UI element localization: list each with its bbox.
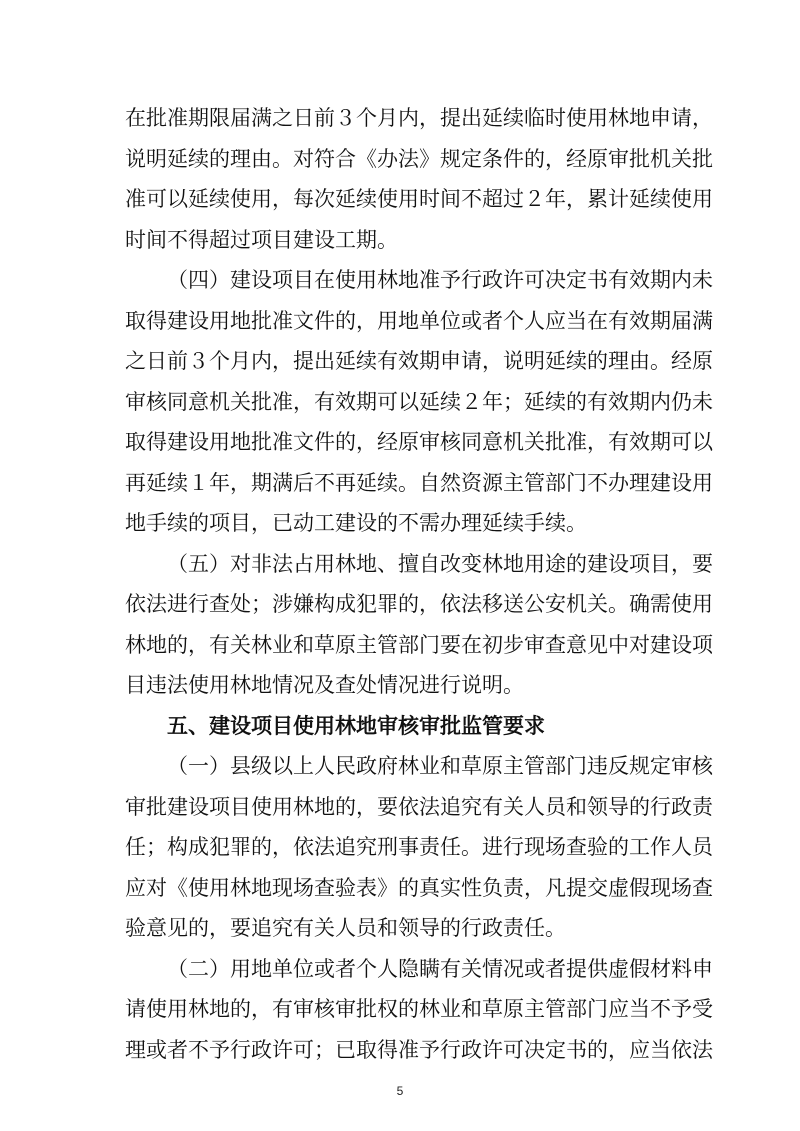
text-line: 说明延续的理由。对符合《办法》规定条件的，经原审批机关批 bbox=[125, 146, 713, 171]
text-line: 准可以延续使用，每次延续使用时间不超过２年，累计延续使用 bbox=[125, 187, 713, 211]
text-line: 依法进行查处；涉嫌构成犯罪的，依法移送公安机关。确需使用 bbox=[125, 592, 713, 616]
page-number: 5 bbox=[396, 1084, 404, 1098]
text-line: 取得建设用地批准文件的，用地单位或者个人应当在有效期届满 bbox=[125, 308, 713, 333]
text-line: 林地的，有关林业和草原主管部门要在初步审查意见中对建设项 bbox=[125, 632, 713, 657]
section-four-line: （四）建设项目在使用林地准予行政许可决定书有效期内未 bbox=[167, 268, 713, 292]
subsection-one-line: （一）县级以上人民政府林业和草原主管部门违反规定审核 bbox=[167, 754, 713, 778]
text-line: 地手续的项目，已动工建设的不需办理延续手续。 bbox=[125, 511, 587, 535]
text-line: 理或者不予行政许可；已取得准予行政许可决定书的，应当依法 bbox=[125, 1037, 713, 1062]
text-line: 任；构成犯罪的，依法追究刑事责任。进行现场查验的工作人员 bbox=[125, 835, 713, 859]
text-line: 应对《使用林地现场查验表》的真实性负责，凡提交虚假现场查 bbox=[125, 875, 713, 900]
text-line: 时间不得超过项目建设工期。 bbox=[125, 227, 398, 252]
section-heading: 五、建设项目使用林地审核审批监管要求 bbox=[167, 713, 545, 738]
text-line: 审核同意机关批准，有效期可以延续２年；延续的有效期内仍未 bbox=[125, 389, 713, 414]
text-line: 验意见的，要追究有关人员和领导的行政责任。 bbox=[125, 916, 566, 940]
text-line: 在批准期限届满之日前３个月内，提出延续临时使用林地申请， bbox=[125, 106, 713, 130]
section-five-line: （五）对非法占用林地、擅自改变林地用途的建设项目，要 bbox=[167, 551, 713, 576]
subsection-two-line: （二）用地单位或者个人隐瞒有关情况或者提供虚假材料申 bbox=[167, 956, 713, 981]
text-line: 取得建设用地批准文件的，经原审核同意机关批准，有效期可以 bbox=[125, 430, 713, 454]
text-line: 目违法使用林地情况及查处情况进行说明。 bbox=[125, 673, 524, 697]
text-line: 再延续１年，期满后不再延续。自然资源主管部门不办理建设用 bbox=[125, 470, 713, 495]
text-line: 请使用林地的，有审核审批权的林业和草原主管部门应当不予受 bbox=[125, 997, 713, 1021]
text-line: 之日前３个月内，提出延续有效期申请，说明延续的理由。经原 bbox=[125, 349, 713, 373]
text-line: 审批建设项目使用林地的，要依法追究有关人员和领导的行政责 bbox=[125, 794, 713, 819]
